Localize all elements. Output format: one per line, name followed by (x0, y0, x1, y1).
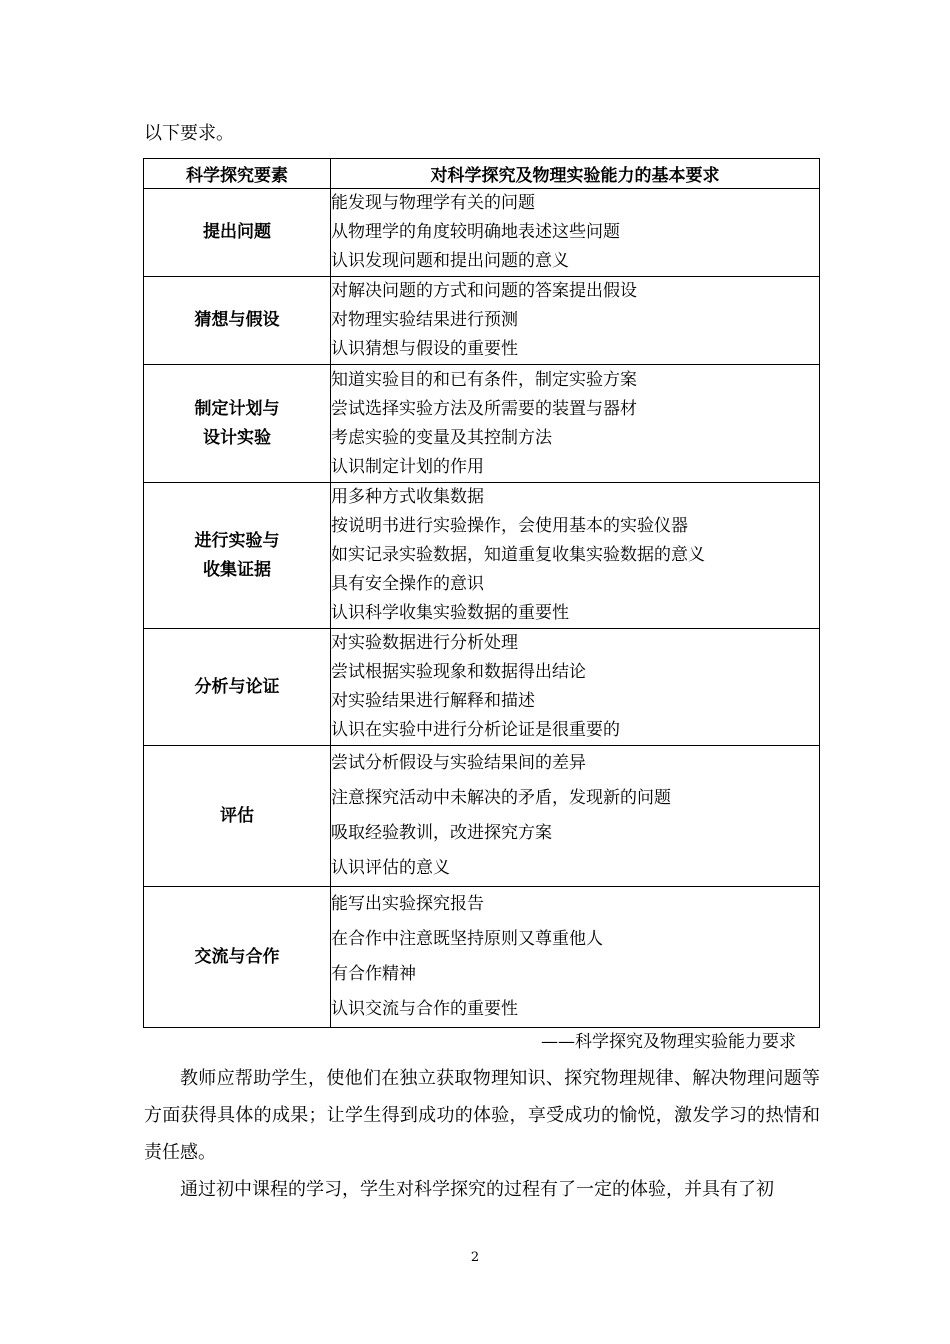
element-label: 设计实验 (203, 427, 271, 448)
requirement-item: 认识制定计划的作用 (331, 456, 484, 477)
requirement-item: 按说明书进行实验操作，会使用基本的实验仪器 (331, 516, 688, 536)
requirement-item: 吸取经验教训，改进探究方案 (331, 823, 552, 843)
element-cell (144, 189, 331, 277)
requirement-item: 知道实验目的和已有条件，制定实验方案 (331, 369, 637, 390)
requirement-item: 认识交流与合作的重要性 (331, 999, 518, 1019)
requirements-cell (331, 483, 820, 629)
requirement-item: 对实验结果进行解释和描述 (331, 691, 535, 711)
requirement-item: 尝试根据实验现象和数据得出结论 (331, 662, 586, 682)
requirement-item: 对实验数据进行分析处理 (331, 633, 518, 653)
element-cell (144, 746, 331, 887)
page-number: 2 (470, 1250, 480, 1265)
table-row (144, 887, 820, 1028)
table-row (144, 746, 820, 887)
requirement-item: 认识在实验中进行分析论证是很重要的 (331, 720, 620, 740)
intro-text: 以下要求。 (144, 123, 234, 144)
table-row (144, 483, 820, 629)
header-element: 科学探究要素 (144, 159, 331, 189)
requirement-item: 如实记录实验数据，知道重复收集实验数据的意义 (331, 545, 705, 565)
requirement-item: 尝试分析假设与实验结果间的差异 (331, 753, 586, 773)
table-header-row (144, 159, 820, 189)
requirement-item: 尝试选择实验方法及所需要的装置与器材 (331, 398, 637, 419)
requirements-cell (331, 189, 820, 277)
requirement-item: 考虑实验的变量及其控制方法 (331, 427, 552, 448)
body-paragraph: 教师应帮助学生，使他们在独立获取物理知识、探究物理规律、解决物理问题等方面获得具体的成果；让学生得到成功的体验，享受成功的愉悦，激发学习的热情和责任感。 (144, 1068, 820, 1163)
requirement-item: 对解决问题的方式和问题的答案提出假设 (331, 281, 637, 301)
requirement-item: 能发现与物理学有关的问题 (331, 193, 535, 213)
element-label: 提出问题 (203, 222, 271, 242)
table-row (144, 277, 820, 365)
requirement-item: 能写出实验探究报告 (331, 894, 484, 914)
requirements-cell (331, 277, 820, 365)
requirement-item: 从物理学的角度较明确地表述这些问题 (331, 222, 620, 242)
requirements-cell (331, 629, 820, 746)
element-cell (144, 277, 331, 365)
element-label: 评估 (220, 805, 254, 826)
requirement-item: 对物理实验结果进行预测 (331, 310, 518, 330)
requirement-item: 具有安全操作的意识 (331, 574, 484, 594)
requirements-table (143, 158, 820, 1028)
element-cell (144, 887, 331, 1028)
element-label: 猜想与假设 (194, 310, 280, 330)
header-requirements: 对科学探究及物理实验能力的基本要求 (331, 159, 820, 189)
requirement-item: 认识科学收集实验数据的重要性 (331, 603, 569, 623)
table-row (144, 629, 820, 746)
requirements-cell (331, 746, 820, 887)
element-label: 分析与论证 (194, 676, 280, 697)
element-label: 交流与合作 (194, 946, 280, 967)
requirements-cell (331, 887, 820, 1028)
requirements-cell (331, 365, 820, 483)
requirement-item: 认识评估的意义 (331, 858, 450, 878)
element-cell (144, 365, 331, 483)
requirement-item: 注意探究活动中未解决的矛盾，发现新的问题 (331, 788, 671, 808)
requirement-item: 有合作精神 (331, 964, 416, 984)
element-label: 进行实验与 (194, 530, 280, 551)
requirement-item: 在合作中注意既坚持原则又尊重他人 (331, 929, 603, 949)
table-row (144, 365, 820, 483)
element-label: 收集证据 (203, 559, 271, 580)
element-label: 制定计划与 (194, 398, 280, 419)
element-cell (144, 629, 331, 746)
requirement-item: 认识猜想与假设的重要性 (331, 339, 518, 359)
element-cell (144, 483, 331, 629)
table-row (144, 189, 820, 277)
requirement-item: 认识发现问题和提出问题的意义 (331, 251, 569, 271)
table-source-caption: ——科学探究及物理实验能力要求 (541, 1032, 796, 1052)
body-paragraph: 通过初中课程的学习，学生对科学探究的过程有了一定的体验，并具有了初 (180, 1179, 774, 1200)
requirement-item: 用多种方式收集数据 (331, 487, 484, 507)
